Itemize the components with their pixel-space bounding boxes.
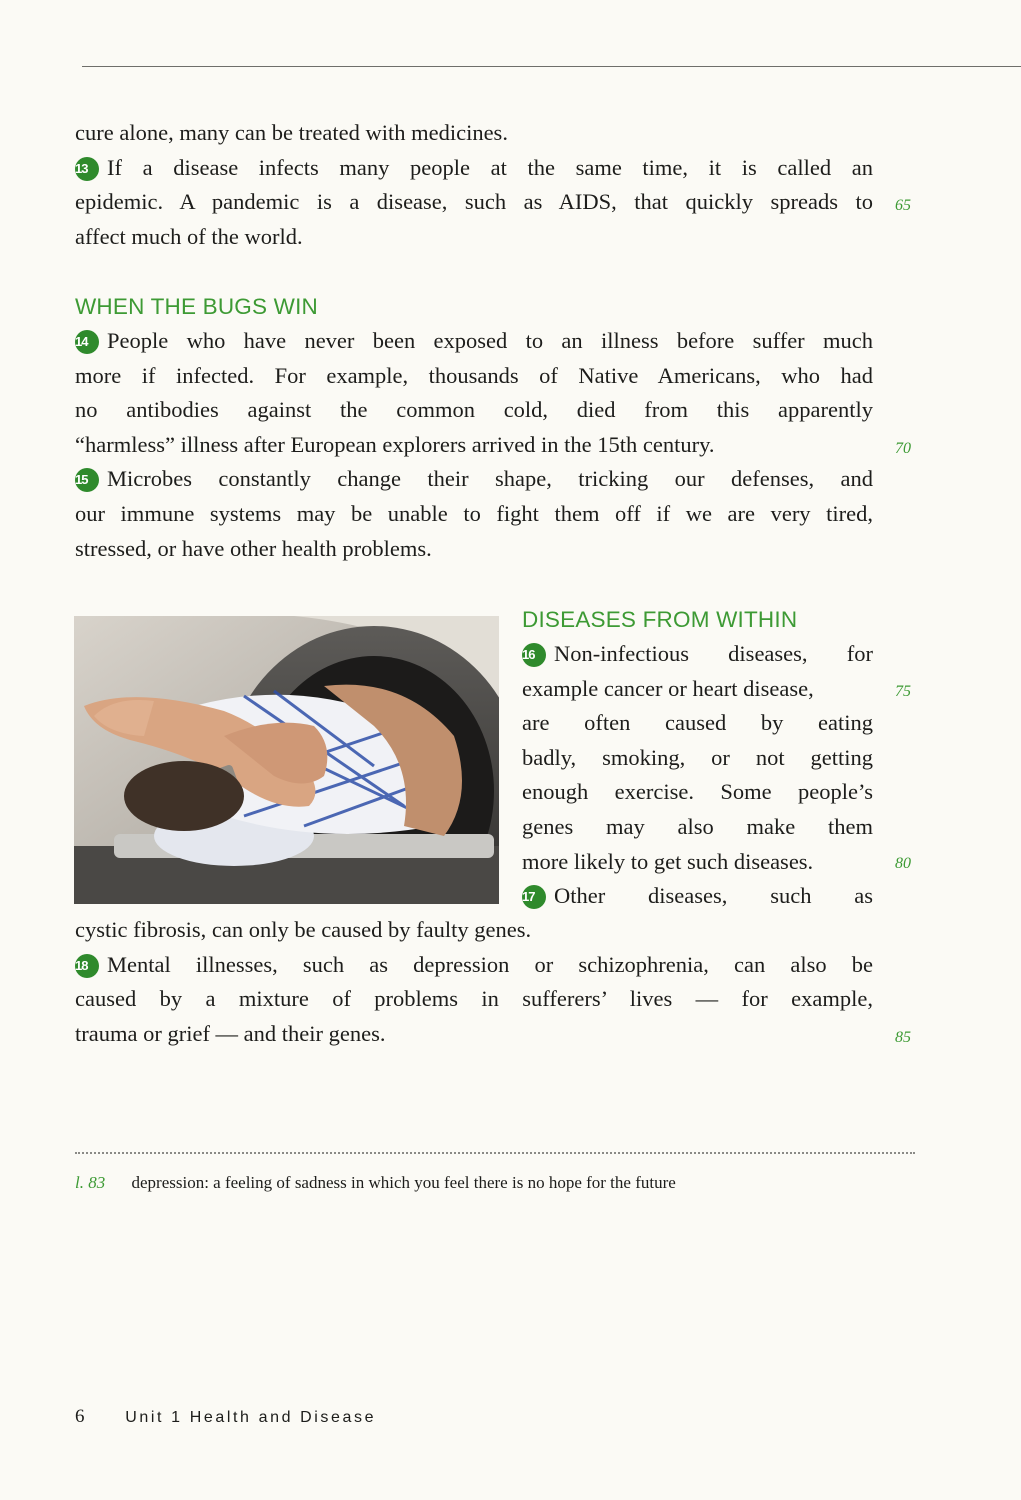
paragraph-number-badge: 15 xyxy=(75,468,99,492)
text-line: cure alone, many can be treated with medicines. xyxy=(75,120,508,145)
section-heading: WHEN THE BUGS WIN xyxy=(75,294,318,319)
unit-title: Unit 1 Health and Disease xyxy=(125,1409,377,1426)
patient-scanner-photo xyxy=(74,616,499,904)
page-footer xyxy=(75,1406,376,1428)
text-line: 16 Non-infectious diseases, for xyxy=(522,641,873,666)
text-line: are often caused by eating xyxy=(522,710,873,736)
text-line: “harmless” illness after European explorers arrived in the 15th century. xyxy=(75,431,715,457)
line-number: 75 xyxy=(895,683,911,700)
text-line: more if infected. For example, thousands of Native Americans, who had xyxy=(75,362,873,388)
text-line: affect much of the world. xyxy=(75,223,303,249)
section-heading: DISEASES FROM WITHIN xyxy=(522,607,798,632)
text-line: 15 Microbes constantly change their shape, tricking our defenses, and xyxy=(75,466,873,492)
footnote xyxy=(75,1173,676,1193)
text-line: example cancer or heart disease, xyxy=(522,675,814,701)
text-line: our immune systems may be unable to fight them off if we are very tired, xyxy=(75,500,873,526)
paragraph-number-badge: 18 xyxy=(75,954,99,978)
paragraph-13-block xyxy=(75,116,873,254)
text-line: 14 People who have never been exposed to an illness before suffer much xyxy=(75,328,873,353)
line-number: 80 xyxy=(895,855,911,872)
text-line: genes may also make them xyxy=(522,813,873,839)
line-number: 65 xyxy=(895,197,911,214)
paragraph-17-18-block xyxy=(75,913,873,1051)
section-when-the-bugs-win xyxy=(75,290,873,566)
text-line: 17 Other diseases, such as xyxy=(522,883,873,909)
footnote-text: depression: a feeling of sadness in which you feel there is no hope for the future xyxy=(131,1173,676,1192)
paragraph-number-badge: 16 xyxy=(522,643,546,667)
paragraph-number-badge: 14 xyxy=(75,330,99,354)
text-line: 18 Mental illnesses, such as depression or schizophrenia, can also be xyxy=(75,951,873,977)
text-line: cystic fibrosis, can only be caused by faulty genes. xyxy=(75,917,532,942)
top-rule xyxy=(82,66,1021,67)
text-line: 13 If a disease infects many people at the same time, it is called an xyxy=(75,154,873,180)
paragraph-number-badge: 17 xyxy=(522,885,546,909)
text-line: enough exercise. Some people’s xyxy=(522,779,873,805)
text-line: stressed, or have other health problems. xyxy=(75,535,432,561)
page-number: 6 xyxy=(75,1406,85,1427)
section-diseases-from-within xyxy=(522,603,873,914)
line-number: 70 xyxy=(895,440,911,457)
paragraph-number-badge: 13 xyxy=(75,157,99,181)
text-line: no antibodies against the common cold, died from this apparently xyxy=(75,397,873,423)
text-line: epidemic. A pandemic is a disease, such as AIDS, that quickly spreads to xyxy=(75,189,873,215)
footnote-divider xyxy=(75,1152,915,1154)
text-line: badly, smoking, or not getting xyxy=(522,744,873,770)
text-line: caused by a mixture of problems in sufferers’ lives — for example, xyxy=(75,986,873,1012)
text-line: trauma or grief — and their genes. xyxy=(75,1020,386,1046)
line-number: 85 xyxy=(895,1029,911,1046)
footnote-reference: l. 83 xyxy=(75,1173,106,1192)
text-line: more likely to get such diseases. xyxy=(522,848,814,874)
